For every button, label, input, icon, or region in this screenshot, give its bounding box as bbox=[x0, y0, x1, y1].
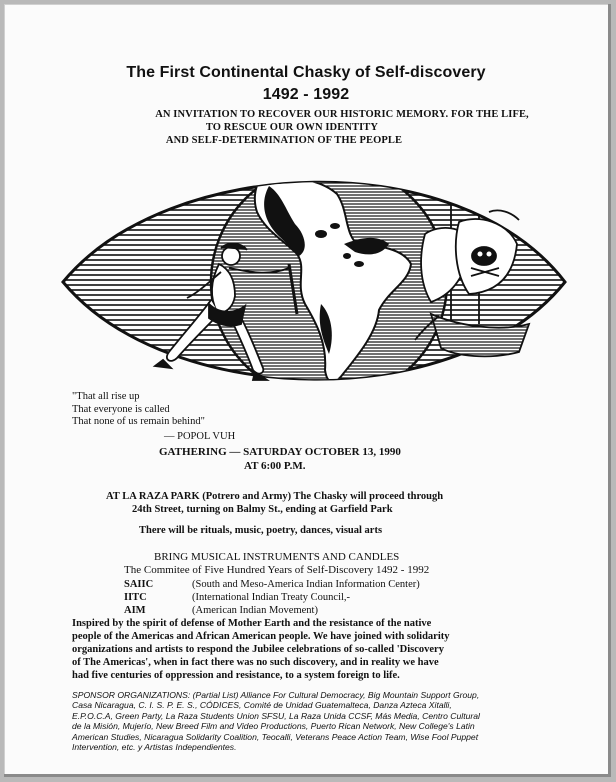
paragraph-line: of The Americas', when in fact there was no such discovery, and in reality we have bbox=[72, 657, 439, 668]
org-abbr: IITC bbox=[124, 592, 147, 603]
paragraph-line: Inspired by the spirit of defense of Mother Earth and the resistance of the native bbox=[72, 618, 432, 629]
invitation-line-1: AN INVITATION TO RECOVER OUR HISTORIC MEMORY. FOR THE LIFE, bbox=[155, 109, 529, 120]
org-abbr: SAIIC bbox=[124, 579, 154, 590]
bring-instruments-line: BRING MUSICAL INSTRUMENTS AND CANDLES bbox=[154, 551, 400, 563]
sponsor-line: Casa Nicaragua, C. I. S. P. E. S., CÓDICES, Comité de Unidad Guatemalteca, Danza Azteca Xitalli, bbox=[72, 700, 452, 711]
flyer-years: 1492 - 1992 bbox=[262, 86, 350, 103]
sponsor-line: de la Misión, Mujerío, New Breed Film and Video Productions, Puerto Rican Network, New College's Latin bbox=[72, 721, 475, 732]
invitation-line-2: TO RESCUE OUR OWN IDENTITY bbox=[205, 122, 379, 133]
sponsor-line: E.P.O.C.A, Green Party, La Raza Students Union SFSU, La Raza Unida CCSF, Más Media, Centro Cultural bbox=[72, 710, 480, 721]
invitation-line-3: AND SELF-DETERMINATION OF THE PEOPLE bbox=[165, 135, 403, 146]
org-name: (South and Meso-America Indian Information Center) bbox=[192, 579, 420, 590]
statement-paragraph bbox=[72, 617, 552, 682]
flyer-page bbox=[4, 4, 611, 777]
committee-line: The Commitee of Five Hundred Years of Self-Discovery 1492 - 1992 bbox=[124, 564, 430, 576]
gathering-time: AT 6:00 P.M. bbox=[244, 460, 306, 472]
quote-source: — POPOL VUH bbox=[164, 431, 236, 442]
globe-runner-illustration bbox=[59, 164, 571, 396]
paragraph-line: had five centuries of oppression and resistance, to a system foreign to life. bbox=[72, 670, 400, 681]
quote-line: That everyone is called bbox=[72, 403, 170, 415]
sponsor-line: American Studies, Nicaragua Solidarity Coalition, Teocalli, Veterans Peace Action Team, Wise Fool Puppet bbox=[72, 731, 479, 742]
org-name: (American Indian Movement) bbox=[192, 605, 318, 616]
quote-line: That none of us remain behind" bbox=[72, 416, 205, 427]
org-name: (International Indian Treaty Council,- bbox=[192, 592, 351, 603]
activities-line: There will be rituals, music, poetry, dances, visual arts bbox=[139, 525, 383, 536]
org-abbr: AIM bbox=[124, 605, 146, 616]
location-line-1: AT LA RAZA PARK (Potrero and Army) The Chasky will proceed through bbox=[106, 491, 444, 502]
quote-line: "That all rise up bbox=[72, 391, 140, 402]
gathering-date: GATHERING — SATURDAY OCTOBER 13, 1990 bbox=[159, 446, 401, 458]
flyer-title: The First Continental Chasky of Self-discovery bbox=[126, 64, 486, 81]
paragraph-line: organizations and artists to respond the Jubilee celebrations of so-called 'Discovery bbox=[72, 644, 444, 655]
sponsor-organizations bbox=[72, 690, 552, 752]
sponsor-line: SPONSOR ORGANIZATIONS: (Partial List) Alliance For Cultural Democracy, Big Mountain Support Group, bbox=[72, 690, 480, 700]
popol-vuh-quote bbox=[72, 391, 205, 429]
paragraph-line: people of the Americas and African American people. We have joined with solidarity bbox=[72, 631, 450, 642]
location-line-2: 24th Street, turning on Balmy St., ending at Garfield Park bbox=[132, 504, 393, 515]
faded-letterhead-bleed bbox=[304, 12, 554, 52]
sponsor-line: Intervention, etc. y Artistas Independientes. bbox=[72, 742, 237, 753]
